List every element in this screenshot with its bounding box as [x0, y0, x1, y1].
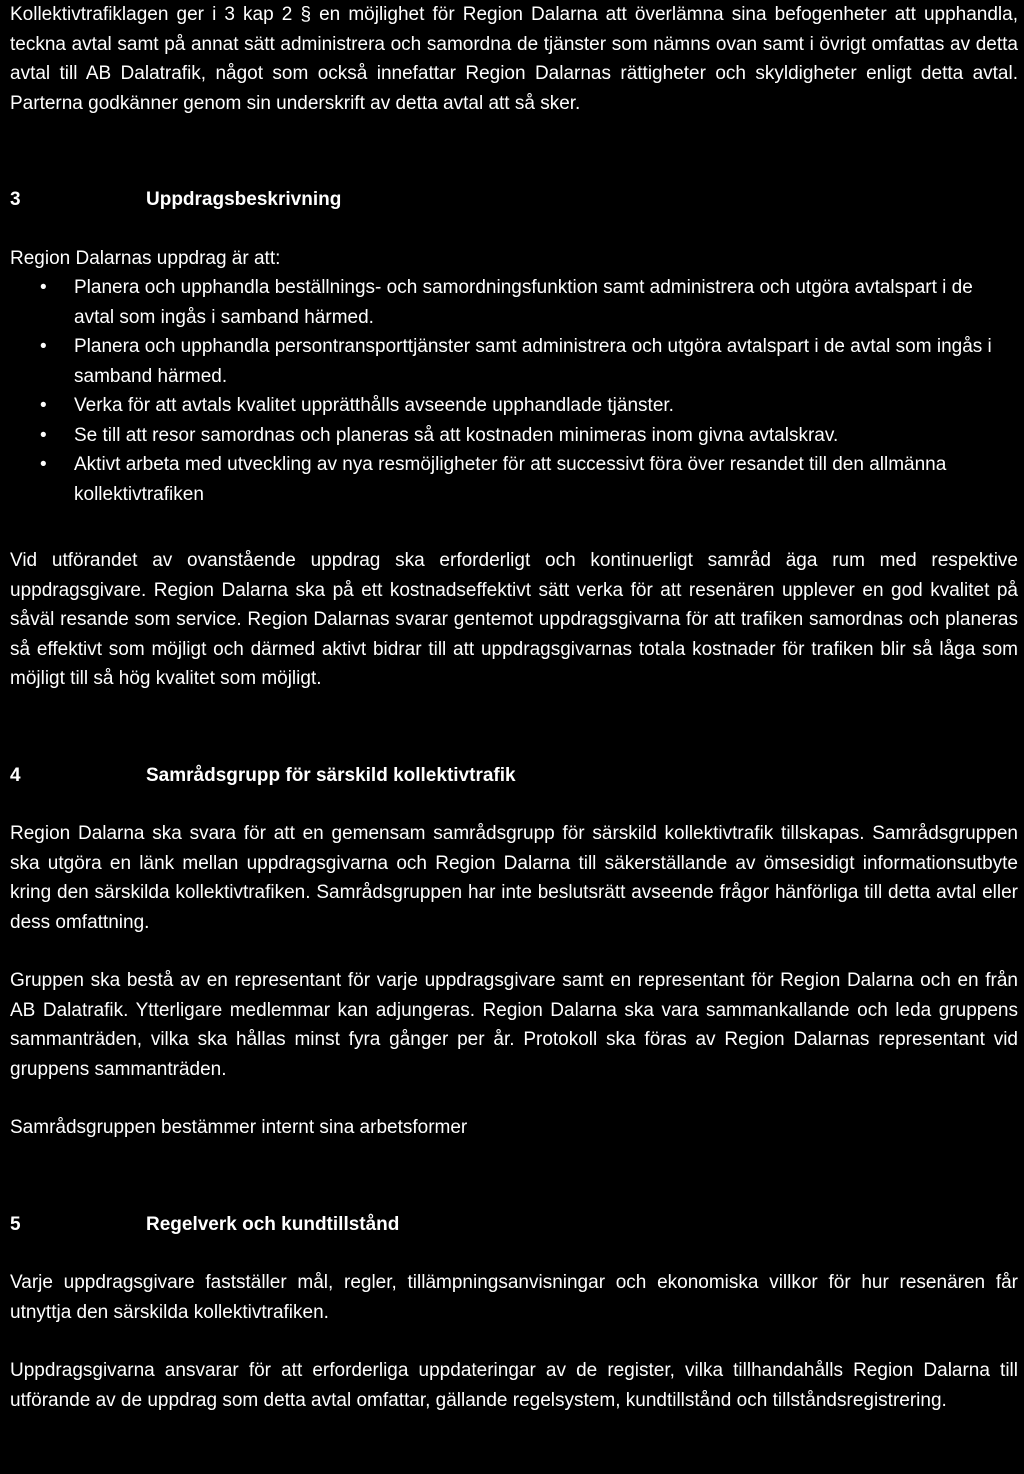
section-5-title: Regelverk och kundtillstånd	[146, 1213, 400, 1235]
section-4-title: Samrådsgrupp för särskild kollektivtrafik	[146, 764, 516, 786]
document-page	[10, 0, 1018, 1415]
section-5-paragraph-1: Varje uppdragsgivare fastställer mål, regler, tillämpningsanvisningar och ekonomiska villkor för hur resenären får utnyttja den särskilda kollektivtrafiken.	[10, 1272, 1018, 1323]
bullet-icon: •	[40, 424, 47, 446]
section-4-paragraph-1: Region Dalarna ska svara för att en gemensam samrådsgrupp för särskild kollektivtrafik tillskapas. Samrådsgruppen ska utgöra en länk mellan uppdragsgivarna och Region Dalarna till säkerställande av ömsesidigt informationsutbyte kring den särskilda kollektivtrafiken. Samrådsgruppen har inte beslutsrätt avseende frågor hänförliga till detta avtal eller dess omfattning.	[10, 823, 1018, 933]
section-4-paragraph-2: Gruppen ska bestå av en representant för varje uppdragsgivare samt en representant för Region Dalarna och en från AB Dalatrafik. Ytterligare medlemmar kan adjungeras. Region Dalarna ska vara sammankallande och leda gruppens sammanträden, vilka ska hållas minst fyra gånger per år. Protokoll ska föras av Region Dalarnas representant vid gruppens sammanträden.	[10, 970, 1018, 1080]
section-4-paragraph-3: Samrådsgruppen bestämmer internt sina arbetsformer	[10, 1117, 468, 1138]
section-3-number: 3	[10, 189, 21, 210]
section-5-heading	[10, 1210, 1018, 1240]
section-3-paragraph: Vid utförandet av ovanstående uppdrag ska erforderligt och kontinuerligt samråd äga rum med respektive uppdragsgivare. Region Dalarna ska på ett kostnadseffektivt sätt verka för att resenären upplever en god kvalitet på såväl resande som service. Region Dalarnas svarar gentemot uppdragsgivarna för att trafiken samordnas och planeras så effektivt som möjligt och därmed aktivt bidrar till att uppdragsgivarnas totala kostnader för trafiken blir så låga som möjligt till så hög kvalitet som möjligt.	[10, 550, 1018, 689]
list-item: • Se till att resor samordnas och planeras så att kostnaden minimeras inom givna avtalskrav.	[10, 421, 1018, 451]
bullet-icon: •	[40, 336, 47, 357]
list-item: • Verka för att avtals kvalitet upprätthålls avseende upphandlade tjänster.	[10, 391, 1018, 421]
section-4-heading	[10, 761, 1018, 791]
section-5-paragraph-2: Uppdragsgivarna ansvarar för att erforderliga uppdateringar av de register, vilka tillhandahålls Region Dalarna till utförande av de uppdrag som detta avtal omfattar, gällande regelsystem, kundtillstånd och tillståndsregistrering.	[10, 1360, 1018, 1411]
bullet-icon: •	[40, 277, 47, 298]
list-item: • Aktivt arbeta med utveckling av nya resmöjligheter för att successivt föra över resandet till den allmänna kollektivtrafiken	[10, 450, 1018, 509]
section-3-heading	[10, 185, 1018, 215]
list-item: • Planera och upphandla persontransporttjänster samt administrera och utgöra avtalspart i de avtal som ingås i samband härmed.	[10, 332, 1018, 391]
section-3-title: Uppdragsbeskrivning	[146, 189, 342, 210]
section-3-lead: Region Dalarnas uppdrag är att:	[10, 247, 281, 269]
intro-paragraph: Kollektivtrafiklagen ger i 3 kap 2 § en möjlighet för Region Dalarna att överlämna sina befogenheter att upphandla, teckna avtal samt på annat sätt administrera och samordna de tjänster som nämns ovan samt i övrigt omfattas av detta avtal till AB Dalatrafik, något som också innefattar Region Dalarnas rättigheter och skyldigheter enligt detta avtal. Parterna godkänner genom sin underskrift av detta avtal att så sker.	[10, 4, 1018, 114]
section-5-number: 5	[10, 1213, 21, 1235]
bullet-icon: •	[40, 454, 47, 475]
list-item: • Planera och upphandla beställnings- och samordningsfunktion samt administrera och utgöra avtalspart i de avtal som ingås i samband härmed.	[10, 273, 1018, 332]
bullet-icon: •	[40, 395, 47, 416]
section-3-list	[10, 273, 1018, 509]
section-4-number: 4	[10, 764, 21, 786]
